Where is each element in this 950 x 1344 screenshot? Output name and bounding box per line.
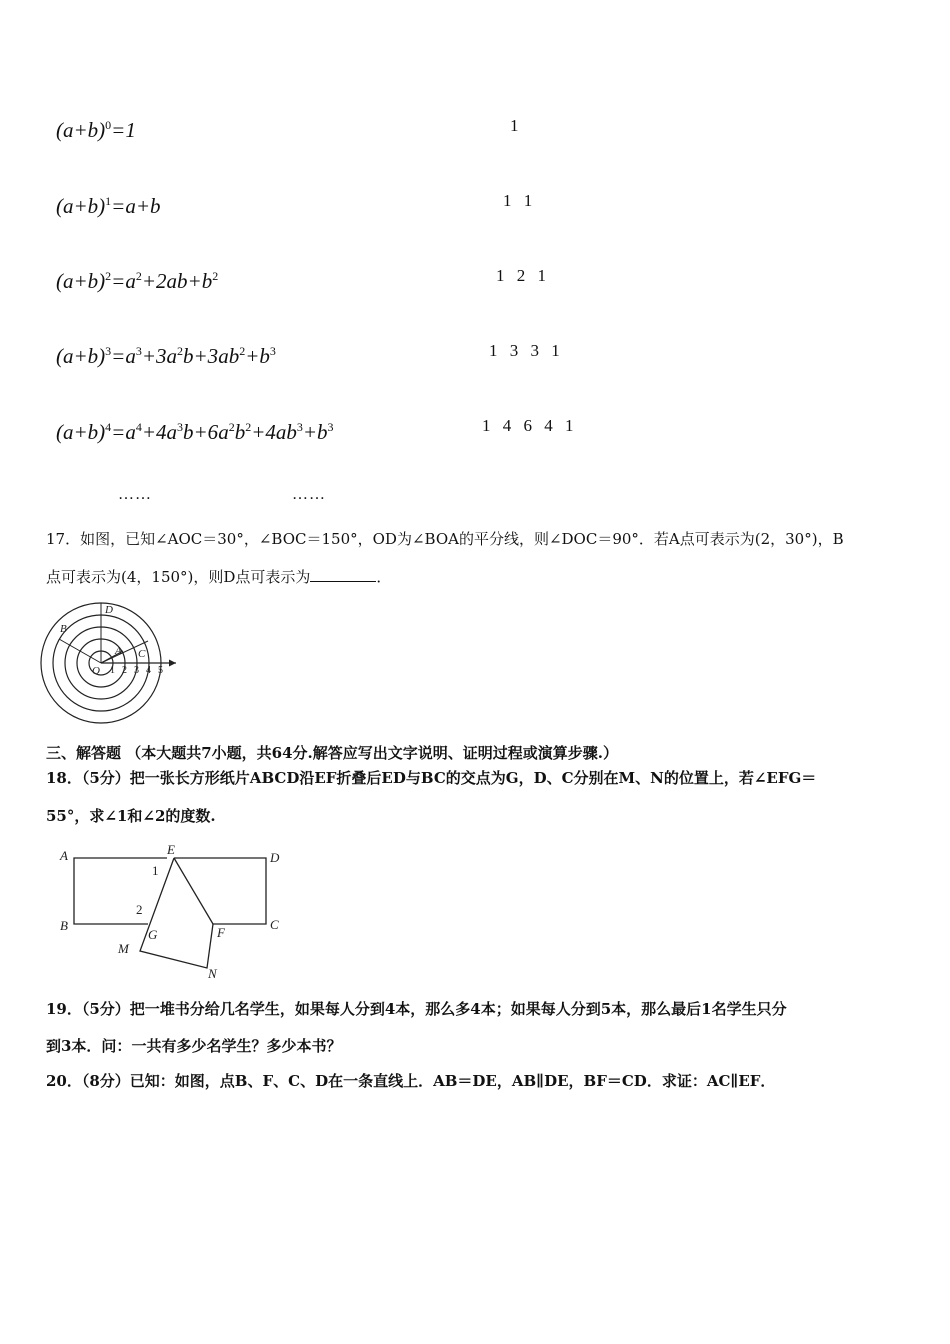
tick-1: 1 xyxy=(110,665,115,676)
label-d: D xyxy=(105,604,113,616)
binomial-formula-0: $(a+b)^0=1$ xyxy=(56,118,136,142)
tick-4: 4 xyxy=(146,665,151,676)
ellipsis-right: …… xyxy=(292,486,326,503)
folded-rectangle-diagram xyxy=(50,838,300,984)
label-o: O xyxy=(92,665,100,677)
pascal-row-4: 1 4 6 4 1 xyxy=(482,416,578,435)
q17-line1: 17．如图，已知∠AOC＝30°，∠BOC＝150°，OD为∠BOA的平分线，则∠DOC＝90°．若A点可表示为(2，30°)，B xyxy=(46,530,844,548)
label-d: D xyxy=(270,850,280,865)
pascal-row-0: 1 xyxy=(510,116,523,135)
label-g: G xyxy=(148,927,158,942)
q17-line2-prefix: 点可表示为(4，150°)，则D点可表示为 xyxy=(46,568,311,586)
label-c: C xyxy=(138,648,146,660)
label-n: N xyxy=(208,966,217,981)
binomial-formula-4: $(a+b)^4=a^4+4a^3b+6a^2b^2+4ab^3+b^3$ xyxy=(56,420,334,444)
folded-flap xyxy=(140,858,213,968)
q20-line1: 20．（8分）已知：如图，点B、F、C、D在一条直线上．AB＝DE，AB∥DE，BF＝CD．求证：AC∥EF． xyxy=(46,1072,776,1090)
binomial-formula-3: $(a+b)^3=a^3+3a^2b+3ab^2+b^3$ xyxy=(56,344,276,368)
answer-blank xyxy=(310,567,376,582)
label-m: M xyxy=(118,941,129,956)
label-c: C xyxy=(270,917,279,932)
pascal-row-2: 1 2 1 xyxy=(496,266,550,285)
tick-2: 2 xyxy=(122,665,127,676)
binomial-formula-2: $(a+b)^2=a^2+2ab+b^2$ xyxy=(56,269,219,293)
q19-line1: 19．（5分）把一堆书分给几名学生，如果每人分到4本，那么多4本；如果每人分到5本，那么最后1名学生只分 xyxy=(46,1000,787,1018)
angle-1-label: 1 xyxy=(152,863,159,878)
fold-line-ef xyxy=(174,858,213,924)
tick-3: 3 xyxy=(134,665,139,676)
label-f: F xyxy=(217,925,225,940)
q18-line1: 18．（5分）把一张长方形纸片ABCD沿EF折叠后ED与BC的交点为G，D、C分别在M、N的位置上，若∠EFG＝ xyxy=(46,769,817,787)
label-b: B xyxy=(60,623,67,635)
q19-line2: 到3本．问：一共有多少名学生？多少本书？ xyxy=(46,1037,342,1055)
label-b: B xyxy=(60,918,68,933)
pascal-row-3: 1 3 3 1 xyxy=(489,341,564,360)
binomial-formula-1: $(a+b)^1=a+b$ xyxy=(56,194,161,218)
pascal-row-1: 1 1 xyxy=(503,191,537,210)
polar-coordinate-diagram xyxy=(40,600,190,725)
q17-line2-suffix: ． xyxy=(376,568,392,586)
ellipsis-left: …… xyxy=(118,486,152,503)
q17-line2 xyxy=(46,566,391,587)
section3-heading: 三、解答题 （本大题共7小题，共64分.解答应写出文字说明、证明过程或演算步骤.） xyxy=(46,744,618,762)
angle-2-label: 2 xyxy=(136,902,143,917)
tick-5: 5 xyxy=(158,665,163,676)
label-e: E xyxy=(167,842,175,857)
axis-arrow-icon xyxy=(169,660,176,667)
rect-right-part xyxy=(174,858,266,924)
q18-line2: 55°，求∠1和∠2的度数. xyxy=(46,807,216,825)
label-a: A xyxy=(60,848,68,863)
label-a: A xyxy=(115,645,122,657)
